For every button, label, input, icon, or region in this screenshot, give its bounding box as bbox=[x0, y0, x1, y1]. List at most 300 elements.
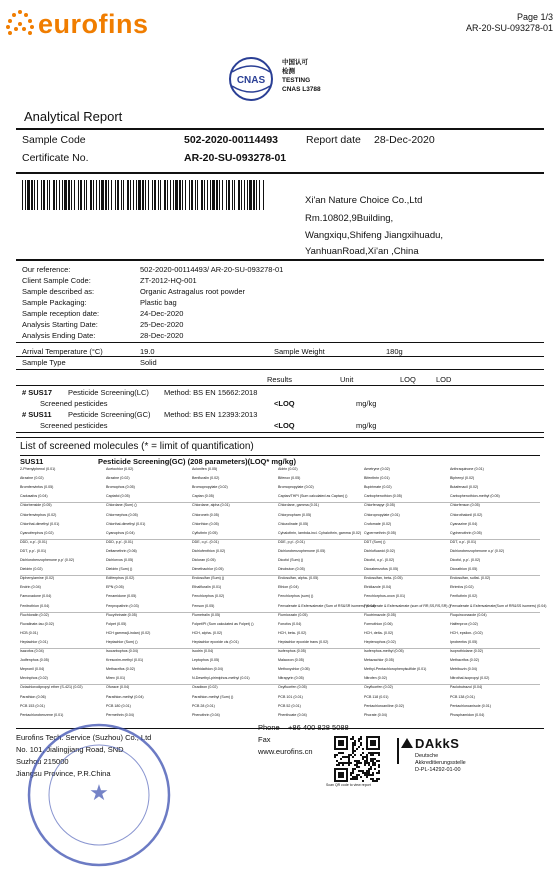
pesticide-entry: Deltamethrin (0.06) bbox=[106, 548, 137, 553]
pesticide-entry: Bromfenvinfos (0.05) bbox=[20, 485, 54, 490]
screened-molecules bbox=[16, 437, 547, 729]
barcode-bar bbox=[185, 180, 186, 210]
dakks-bar bbox=[397, 738, 399, 764]
detail-value: 502-2020-00114493/ AR-20-SU-093278-01 bbox=[140, 265, 284, 274]
pesticide-entry: Famoxadone (0.04) bbox=[20, 594, 52, 599]
qr-module bbox=[358, 774, 360, 776]
qr-module bbox=[350, 772, 352, 774]
barcode-bar bbox=[49, 180, 50, 210]
unit-col: Unit bbox=[340, 375, 354, 384]
pesticide-entry: Chlordane (Sum) () bbox=[106, 503, 137, 508]
pesticide-entry: Crufomate (0.02) bbox=[364, 521, 392, 526]
test-name: Pesticide Screening(LC) bbox=[68, 388, 149, 397]
barcode-bar bbox=[152, 180, 153, 210]
qr-finder bbox=[338, 740, 344, 746]
qr-module bbox=[374, 752, 376, 754]
qr-module bbox=[350, 754, 352, 756]
phone-label: Phone bbox=[258, 723, 280, 732]
qr-module bbox=[370, 758, 372, 760]
barcode-bar bbox=[142, 180, 144, 210]
qr-module bbox=[362, 770, 364, 772]
certificate-value: AR-20-SU-093278-01 bbox=[184, 152, 287, 164]
pesticide-entry: Methidathion (0.04) bbox=[192, 667, 223, 672]
pesticide-entry: Chlormephos (0.05) bbox=[106, 512, 138, 517]
qr-module bbox=[356, 748, 358, 750]
barcode-bar bbox=[53, 180, 55, 210]
cnas-logo bbox=[228, 56, 274, 102]
barcode-bar bbox=[189, 180, 190, 210]
pesticide-entry: PCB 101 (0.01) bbox=[278, 694, 303, 699]
barcode-bar bbox=[167, 180, 168, 210]
report-date-value: 28-Dec-2020 bbox=[374, 134, 435, 146]
qr-module bbox=[370, 766, 372, 768]
qr-module bbox=[364, 762, 366, 764]
lab-address-line1: No. 101, Jialingjiang Road, SND bbox=[16, 745, 124, 754]
qr-module bbox=[352, 746, 354, 748]
pesticide-entry: Flumioxazin (0.05) bbox=[278, 612, 308, 617]
barcode-bar bbox=[123, 180, 124, 210]
qr-module bbox=[374, 764, 376, 766]
qr-module bbox=[372, 754, 374, 756]
test-sub: Screened pesticides bbox=[40, 421, 108, 430]
barcode-bar bbox=[164, 180, 166, 210]
pesticide-entry: Cyanofenphos (0.02) bbox=[20, 530, 54, 535]
dakks-line2: Akkreditierungsstelle bbox=[415, 760, 466, 766]
pesticide-entry: Fenvalerate & Esfenvalerate (Sum of RS&SR isomers) (0.04) bbox=[278, 603, 376, 608]
barcode-bar bbox=[31, 180, 33, 210]
qr-module bbox=[342, 764, 344, 766]
qr-module bbox=[360, 738, 362, 740]
qr-module bbox=[344, 756, 346, 758]
pesticide-entry: Dimethachlor (0.05) bbox=[192, 567, 224, 572]
pesticide-entry: DDT, p,p'- (0.01) bbox=[20, 548, 47, 553]
pesticide-entry: Folpet (0.05) bbox=[106, 621, 127, 626]
pesticide-entry: Jodfenphos (0.05) bbox=[20, 658, 49, 663]
test-result: <LOQ bbox=[274, 421, 295, 430]
barcode-bar bbox=[111, 180, 112, 210]
pesticide-entry: Fenpropathrin (0.03) bbox=[106, 603, 139, 608]
qr-module bbox=[368, 764, 370, 766]
qr-module bbox=[356, 760, 358, 762]
barcode-bar bbox=[263, 180, 264, 210]
pesticide-entry: Benfluralin (0.02) bbox=[192, 476, 220, 481]
pesticide-entry: Carbophenothion-methyl (0.05) bbox=[450, 494, 500, 499]
barcode-bar bbox=[34, 180, 35, 210]
qr-module bbox=[348, 762, 350, 764]
pesticide-entry: Fenvalerate & Esfenvalerate (sum of RR,SS,RS,SR) () bbox=[364, 603, 451, 608]
barcode-bar bbox=[253, 180, 255, 210]
qr-module bbox=[354, 744, 356, 746]
pesticide-entry: Fenvalerate & Esfenvalerate(Sum of RR&SS isomers) (0.04) bbox=[450, 603, 547, 608]
barcode-bar bbox=[247, 180, 248, 210]
pesticide-entry: DDE, o,p'- (0.01) bbox=[192, 539, 219, 544]
pesticide-entry: Oxadixon (0.02) bbox=[192, 685, 218, 690]
qr-module bbox=[372, 758, 374, 760]
pesticide-entry: Methacrifos (0.02) bbox=[106, 667, 135, 672]
qr-module bbox=[368, 752, 370, 754]
qr-module bbox=[354, 750, 356, 752]
qr-module bbox=[354, 764, 356, 766]
barcode-bar bbox=[99, 180, 100, 210]
qr-module bbox=[360, 744, 362, 746]
qr-module bbox=[356, 762, 358, 764]
cnas-mark: CNAS bbox=[236, 75, 266, 86]
qr-finder bbox=[338, 772, 344, 778]
pesticide-entry: Bromopropylate (0.02) bbox=[278, 485, 314, 490]
qr-module bbox=[348, 764, 350, 766]
pesticide-entry: Captan (0.05) bbox=[192, 494, 214, 499]
qr-code[interactable] bbox=[334, 736, 380, 782]
barcode-bar bbox=[241, 180, 242, 210]
cnas-text bbox=[282, 58, 321, 94]
pesticide-entry: Cypermethrin (0.05) bbox=[364, 530, 396, 535]
detail-label: Analysis Starting Date: bbox=[22, 320, 98, 329]
pesticide-entry: Nitrapyrin (0.05) bbox=[278, 676, 304, 681]
qr-module bbox=[378, 770, 380, 772]
pesticide-entry: Chlorfenvinphos (0.02) bbox=[20, 512, 57, 517]
qr-module bbox=[364, 760, 366, 762]
pesticide-entry: Chlorbenside (0.05) bbox=[20, 503, 52, 508]
pesticide-entry: Bifenthrin (0.01) bbox=[364, 476, 390, 481]
barcode-bar bbox=[179, 180, 181, 210]
qr-module bbox=[366, 758, 368, 760]
dakks-eagle-icon bbox=[401, 738, 413, 748]
pesticide-entry: Isoprothiolane (0.02) bbox=[450, 649, 483, 653]
qr-module bbox=[370, 768, 372, 770]
pesticide-entry: Heptachlor epoxide cis (0.01) bbox=[192, 639, 239, 644]
pesticide-entry: PCB 52 (0.01) bbox=[278, 703, 301, 708]
barcode-bar bbox=[96, 180, 97, 210]
results-col: Results bbox=[267, 375, 293, 384]
pesticide-entry: Methoxychlor (0.05) bbox=[278, 667, 310, 672]
pesticide-entry: Bupirimate (0.02) bbox=[364, 485, 392, 490]
qr-module bbox=[378, 772, 380, 774]
phone-number: +86 400 828 5088 bbox=[288, 723, 349, 732]
qr-module bbox=[374, 758, 376, 760]
pesticide-entry: Fenfluthrin (0.02) bbox=[450, 594, 478, 599]
pesticide-entry: Fenchlorphos (sum) () bbox=[278, 594, 314, 599]
pesticide-entry: Endosulfan (Sum) () bbox=[192, 576, 225, 581]
pesticide-entry: Octachlorodipropyl ether (S-421) (0.02) bbox=[20, 685, 83, 690]
pesticide-entry: Metribuzin (0.04) bbox=[450, 667, 477, 672]
lab-address-line2: Suzhou 215000 bbox=[16, 757, 69, 766]
barcode-bar bbox=[115, 180, 116, 210]
pesticide-entry: Methyl-Pentachlorophenylsulfide (0.01) bbox=[364, 667, 427, 672]
qr-module bbox=[352, 768, 354, 770]
qr-module bbox=[350, 738, 352, 740]
qr-module bbox=[352, 772, 354, 774]
qr-module bbox=[336, 760, 338, 762]
client-address-line3: YanhuanRoad,Xi'an ,China bbox=[305, 246, 419, 257]
pesticide-entry: Nitrothal-isopropyl (0.02) bbox=[450, 676, 490, 681]
pesticide-entry: Pentachlorobenzene (0.01) bbox=[20, 712, 64, 717]
test-sub: Screened pesticides bbox=[40, 399, 108, 408]
detail-value: 28-Dec-2020 bbox=[140, 331, 184, 340]
pesticide-entry: Chlorfenapyr (0.05) bbox=[364, 503, 395, 508]
pesticide-entry: PCB 180 (0.01) bbox=[106, 703, 131, 708]
barcode-bar bbox=[68, 180, 70, 210]
results-table bbox=[16, 385, 544, 433]
qr-module bbox=[346, 756, 348, 758]
qr-module bbox=[370, 760, 372, 762]
qr-module bbox=[364, 756, 366, 758]
divider bbox=[20, 455, 540, 456]
lab-name: Eurofins Tech. Service (Suzhou) Co., Ltd bbox=[16, 733, 152, 742]
barcode-bar bbox=[127, 180, 129, 210]
pesticide-entry: Phenothrin (0.04) bbox=[192, 712, 220, 717]
barcode-bar bbox=[78, 180, 79, 210]
pesticide-entry: Heptachlor (Sum) () bbox=[106, 639, 138, 644]
arrival-label: Arrival Temperature (°C) bbox=[22, 347, 103, 356]
pesticide-entry: Nitrofen (0.02) bbox=[364, 676, 387, 681]
pesticide-entry: Isofenphos (0.05) bbox=[278, 649, 306, 653]
pesticide-entry: Fluvalinate-tau (0.02) bbox=[20, 621, 54, 626]
test-method: Method: BS EN 15662:2018 bbox=[164, 388, 258, 397]
screen-subtitle: Pesticide Screening(GC) (208 parameters)(LOQ* mg/kg) bbox=[98, 457, 296, 466]
qr-module bbox=[352, 738, 354, 740]
pesticide-entry: Fenchlorphos (0.02) bbox=[192, 594, 225, 599]
type-label: Sample Type bbox=[22, 358, 66, 367]
cnas-line1: 中国认可 bbox=[282, 59, 308, 66]
barcode-bar bbox=[25, 180, 26, 210]
pesticide-entry: Fenchlorphos-oxon (0.01) bbox=[364, 594, 406, 599]
qr-module bbox=[366, 756, 368, 758]
pesticide-entry: Chlorthal-dimethyl (0.01) bbox=[20, 521, 60, 526]
pesticide-entry: EPN (0.05) bbox=[106, 585, 124, 590]
barcode-bar bbox=[210, 180, 211, 210]
qr-module bbox=[340, 752, 342, 754]
qr-module bbox=[338, 762, 340, 764]
barcode-bar bbox=[37, 180, 38, 210]
pesticide-entry: Chloroneb (0.05) bbox=[192, 512, 219, 517]
pesticide-entry: Parathion-methyl (0.04) bbox=[106, 694, 144, 699]
barcode-bar bbox=[212, 180, 215, 210]
pesticide-entry: Cyhalothrin, lambda-incl. Cyhalothrin, gamma (0.02) bbox=[278, 530, 362, 535]
pesticide-entry: DDD, o,p'- (0.01) bbox=[20, 539, 48, 544]
barcode-bar bbox=[207, 180, 208, 210]
pesticide-entry: Pentachloroanisole (0.01) bbox=[450, 703, 491, 708]
client-name: Xi'an Nature Choice Co.,Ltd bbox=[305, 195, 423, 206]
barcode-bar bbox=[175, 180, 178, 210]
pesticide-entry: Iprobenfos (0.05) bbox=[450, 639, 478, 644]
qr-module bbox=[340, 762, 342, 764]
pesticide-entry: Phorate (0.04) bbox=[364, 712, 387, 717]
pesticide-entry: Chlordane, alpha (0.01) bbox=[192, 503, 230, 508]
barcode-bar bbox=[226, 180, 227, 210]
pesticide-entry: Chlorfenson (0.05) bbox=[450, 503, 480, 508]
pesticide-entry: Ethalfluralin (0.01) bbox=[192, 585, 222, 590]
pesticide-entry: Ethion (0.04) bbox=[278, 585, 299, 590]
pesticide-entry: Dioxathion (0.05) bbox=[450, 567, 478, 572]
eurofins-logo-mark bbox=[6, 10, 34, 38]
pesticide-entry: Mirex (0.01) bbox=[106, 676, 126, 681]
detail-label: Sample Packaging: bbox=[22, 298, 87, 307]
pesticide-entry: Formothion (0.06) bbox=[364, 621, 393, 626]
detail-value: 24-Dec-2020 bbox=[140, 309, 184, 318]
pesticide-entry: Chlorthal-dimethyl (0.01) bbox=[106, 521, 146, 526]
pesticide-entry: Dicloran (0.05) bbox=[192, 558, 216, 562]
screen-title: List of screened molecules (* = limit of quantification) bbox=[20, 441, 254, 452]
qr-module bbox=[372, 778, 374, 780]
qr-module bbox=[342, 756, 344, 758]
pesticide-entry: Bromophos (0.05) bbox=[106, 485, 135, 490]
qr-module bbox=[354, 754, 356, 756]
barcode-bar bbox=[133, 180, 134, 210]
pesticide-entry: Permethrin (0.04) bbox=[106, 712, 134, 717]
qr-module bbox=[350, 774, 352, 776]
pesticide-entry: Atrazine (0.02) bbox=[20, 476, 44, 481]
barcode-bar bbox=[80, 180, 82, 210]
qr-module bbox=[360, 776, 362, 778]
barcode-bar bbox=[47, 180, 48, 210]
barcode-bar bbox=[154, 180, 156, 210]
pesticide-entry: N-Desethyl-pirimiphos-methyl (0.01) bbox=[192, 676, 250, 681]
pesticide-entry: Folpet/PI (Sum calculated as Folpet) () bbox=[192, 621, 254, 626]
fax-label: Fax bbox=[258, 735, 271, 744]
qr-module bbox=[368, 772, 370, 774]
pesticide-entry: HCH, alpha- (0.02) bbox=[192, 630, 223, 635]
pesticide-entry: Endosulfan, beta- (0.05) bbox=[364, 576, 403, 581]
pesticide-entry: HCH, beta- (0.02) bbox=[278, 630, 307, 635]
pesticide-entry: DDT, o,p'- (0.01) bbox=[450, 539, 477, 544]
barcode-bar bbox=[259, 180, 260, 210]
sample-details bbox=[16, 259, 544, 340]
qr-module bbox=[372, 774, 374, 776]
certificate-label: Certificate No. bbox=[22, 152, 89, 164]
cnas-line3: TESTING bbox=[282, 77, 311, 84]
client-address-line1: Rm.10802,9Building, bbox=[305, 213, 394, 224]
pesticide-entry: Heptenophos (0.02) bbox=[364, 639, 396, 644]
pesticide-entry: Chlozolinate (0.05) bbox=[278, 521, 309, 526]
qr-module bbox=[376, 760, 378, 762]
pesticide-entry: Kresoxim-methyl (0.01) bbox=[106, 658, 144, 663]
qr-finder bbox=[370, 740, 376, 746]
pesticide-entry: Dicofol (Sum) () bbox=[278, 558, 304, 562]
qr-module bbox=[372, 772, 374, 774]
pesticide-entry: Isofenphos-methyl (0.05) bbox=[364, 649, 404, 653]
pesticide-entry: Anthraquinone (0.01) bbox=[450, 467, 484, 471]
detail-value: Organic Astragalus root powder bbox=[140, 287, 246, 296]
barcode-bar bbox=[105, 180, 107, 210]
pesticide-entry: Parathion-methyl (Sum) () bbox=[192, 694, 234, 699]
pesticide-entry: Cyanophos (0.04) bbox=[106, 530, 135, 535]
detail-label: Our reference: bbox=[22, 265, 71, 274]
barcode-bar bbox=[228, 180, 230, 210]
screen-code: SUS11 bbox=[20, 457, 44, 466]
qr-module bbox=[368, 774, 370, 776]
pesticide-entry: Dichlorobenzophenone p,p' (0.02) bbox=[20, 558, 75, 562]
barcode-bar bbox=[201, 180, 203, 210]
test-unit: mg/kg bbox=[356, 399, 377, 408]
qr-module bbox=[362, 758, 364, 760]
detail-label: Sample described as: bbox=[22, 287, 95, 296]
pesticide-entry: Dicofol, o,p'- (0.02) bbox=[364, 558, 395, 562]
qr-module bbox=[372, 752, 374, 754]
pesticide-entry: Dioxabenzofos (0.05) bbox=[364, 567, 399, 572]
detail-label: Sample reception date: bbox=[22, 309, 100, 318]
qr-module bbox=[358, 760, 360, 762]
qr-module bbox=[374, 762, 376, 764]
qr-module bbox=[370, 752, 372, 754]
qr-module bbox=[372, 780, 374, 782]
qr-module bbox=[378, 764, 380, 766]
qr-module bbox=[358, 746, 360, 748]
pesticide-entry: Fluquinconazole (0.04) bbox=[450, 612, 487, 617]
barcode-bar bbox=[195, 180, 196, 210]
pesticide-entry: Cyphenothrin (0.05) bbox=[450, 530, 482, 535]
qr-module bbox=[366, 760, 368, 762]
qr-module bbox=[338, 752, 340, 754]
pesticide-entry: Metazachlor (0.05) bbox=[364, 658, 394, 663]
barcode-bar bbox=[130, 180, 131, 210]
pesticide-entry: Dicofol, p,p'- (0.02) bbox=[450, 558, 481, 562]
dakks-logo: DAkkS bbox=[415, 736, 460, 751]
pesticide-entry: Fenson (0.05) bbox=[192, 603, 215, 608]
website-link[interactable]: www.eurofins.cn bbox=[258, 747, 313, 756]
pesticide-entry: Dichlofluanid (0.02) bbox=[364, 548, 395, 553]
pesticide-entry: HCH gamma(Lindan) (0.02) bbox=[106, 630, 151, 635]
pesticide-entry: Bromopropylate (0.02) bbox=[192, 485, 228, 490]
barcode-bar bbox=[136, 180, 137, 210]
barcode-bar bbox=[41, 180, 42, 210]
pesticide-entry: Mepronil (0.04) bbox=[20, 667, 45, 672]
qr-module bbox=[352, 776, 354, 778]
qr-module bbox=[360, 736, 362, 738]
qr-module bbox=[354, 740, 356, 742]
pesticide-entry: Mevinphos (0.02) bbox=[20, 676, 48, 681]
pesticide-entry: Isocarbophos (0.04) bbox=[106, 649, 138, 653]
pesticide-entry: Heptachlor epoxide trans (0.02) bbox=[278, 639, 329, 644]
qr-caption: Scan QR code to view report bbox=[326, 783, 371, 787]
qr-module bbox=[350, 778, 352, 780]
report-date-label: Report date bbox=[306, 134, 361, 146]
pesticide-entry: Dichlofenthion (0.02) bbox=[192, 548, 226, 553]
barcode-bar bbox=[234, 180, 235, 210]
pesticide-entry: Fenamidone (0.05) bbox=[106, 594, 137, 599]
barcode-bar bbox=[170, 180, 171, 210]
divider bbox=[16, 356, 544, 357]
pesticide-entry: Oxyfluorfen (0.02) bbox=[364, 685, 393, 690]
pesticide-entry: Phenthoate (0.04) bbox=[278, 712, 307, 717]
qr-module bbox=[336, 764, 338, 766]
report-id-box bbox=[16, 128, 544, 174]
qr-module bbox=[366, 754, 368, 756]
qr-module bbox=[354, 778, 356, 780]
qr-module bbox=[354, 760, 356, 762]
dakks-line3: D-PL-14292-01-00 bbox=[415, 767, 461, 773]
qr-module bbox=[358, 738, 360, 740]
pesticide-entry: Captafol (0.05) bbox=[106, 494, 130, 499]
pesticide-entry: Parathion (0.06) bbox=[20, 694, 46, 699]
barcode-bar bbox=[219, 180, 220, 210]
pesticide-entry: Cyfluthrin (0.05) bbox=[192, 530, 218, 535]
qr-module bbox=[348, 754, 350, 756]
lab-address-line3: Jiangsu Province, P.R.China bbox=[16, 769, 111, 778]
barcode-bar bbox=[182, 180, 183, 210]
barcode-bar bbox=[84, 180, 85, 210]
cnas-line4: CNAS L3788 bbox=[282, 86, 321, 93]
qr-module bbox=[360, 754, 362, 756]
pesticide-entry: PCB 138 (0.01) bbox=[450, 694, 475, 699]
svg-text:★: ★ bbox=[89, 780, 109, 805]
barcode-bar bbox=[138, 180, 141, 210]
qr-module bbox=[352, 742, 354, 744]
barcode-bar bbox=[117, 180, 119, 210]
sample-code-label: Sample Code bbox=[22, 134, 86, 146]
qr-module bbox=[360, 770, 362, 772]
qr-module bbox=[370, 778, 372, 780]
lod-col: LOD bbox=[436, 375, 452, 384]
